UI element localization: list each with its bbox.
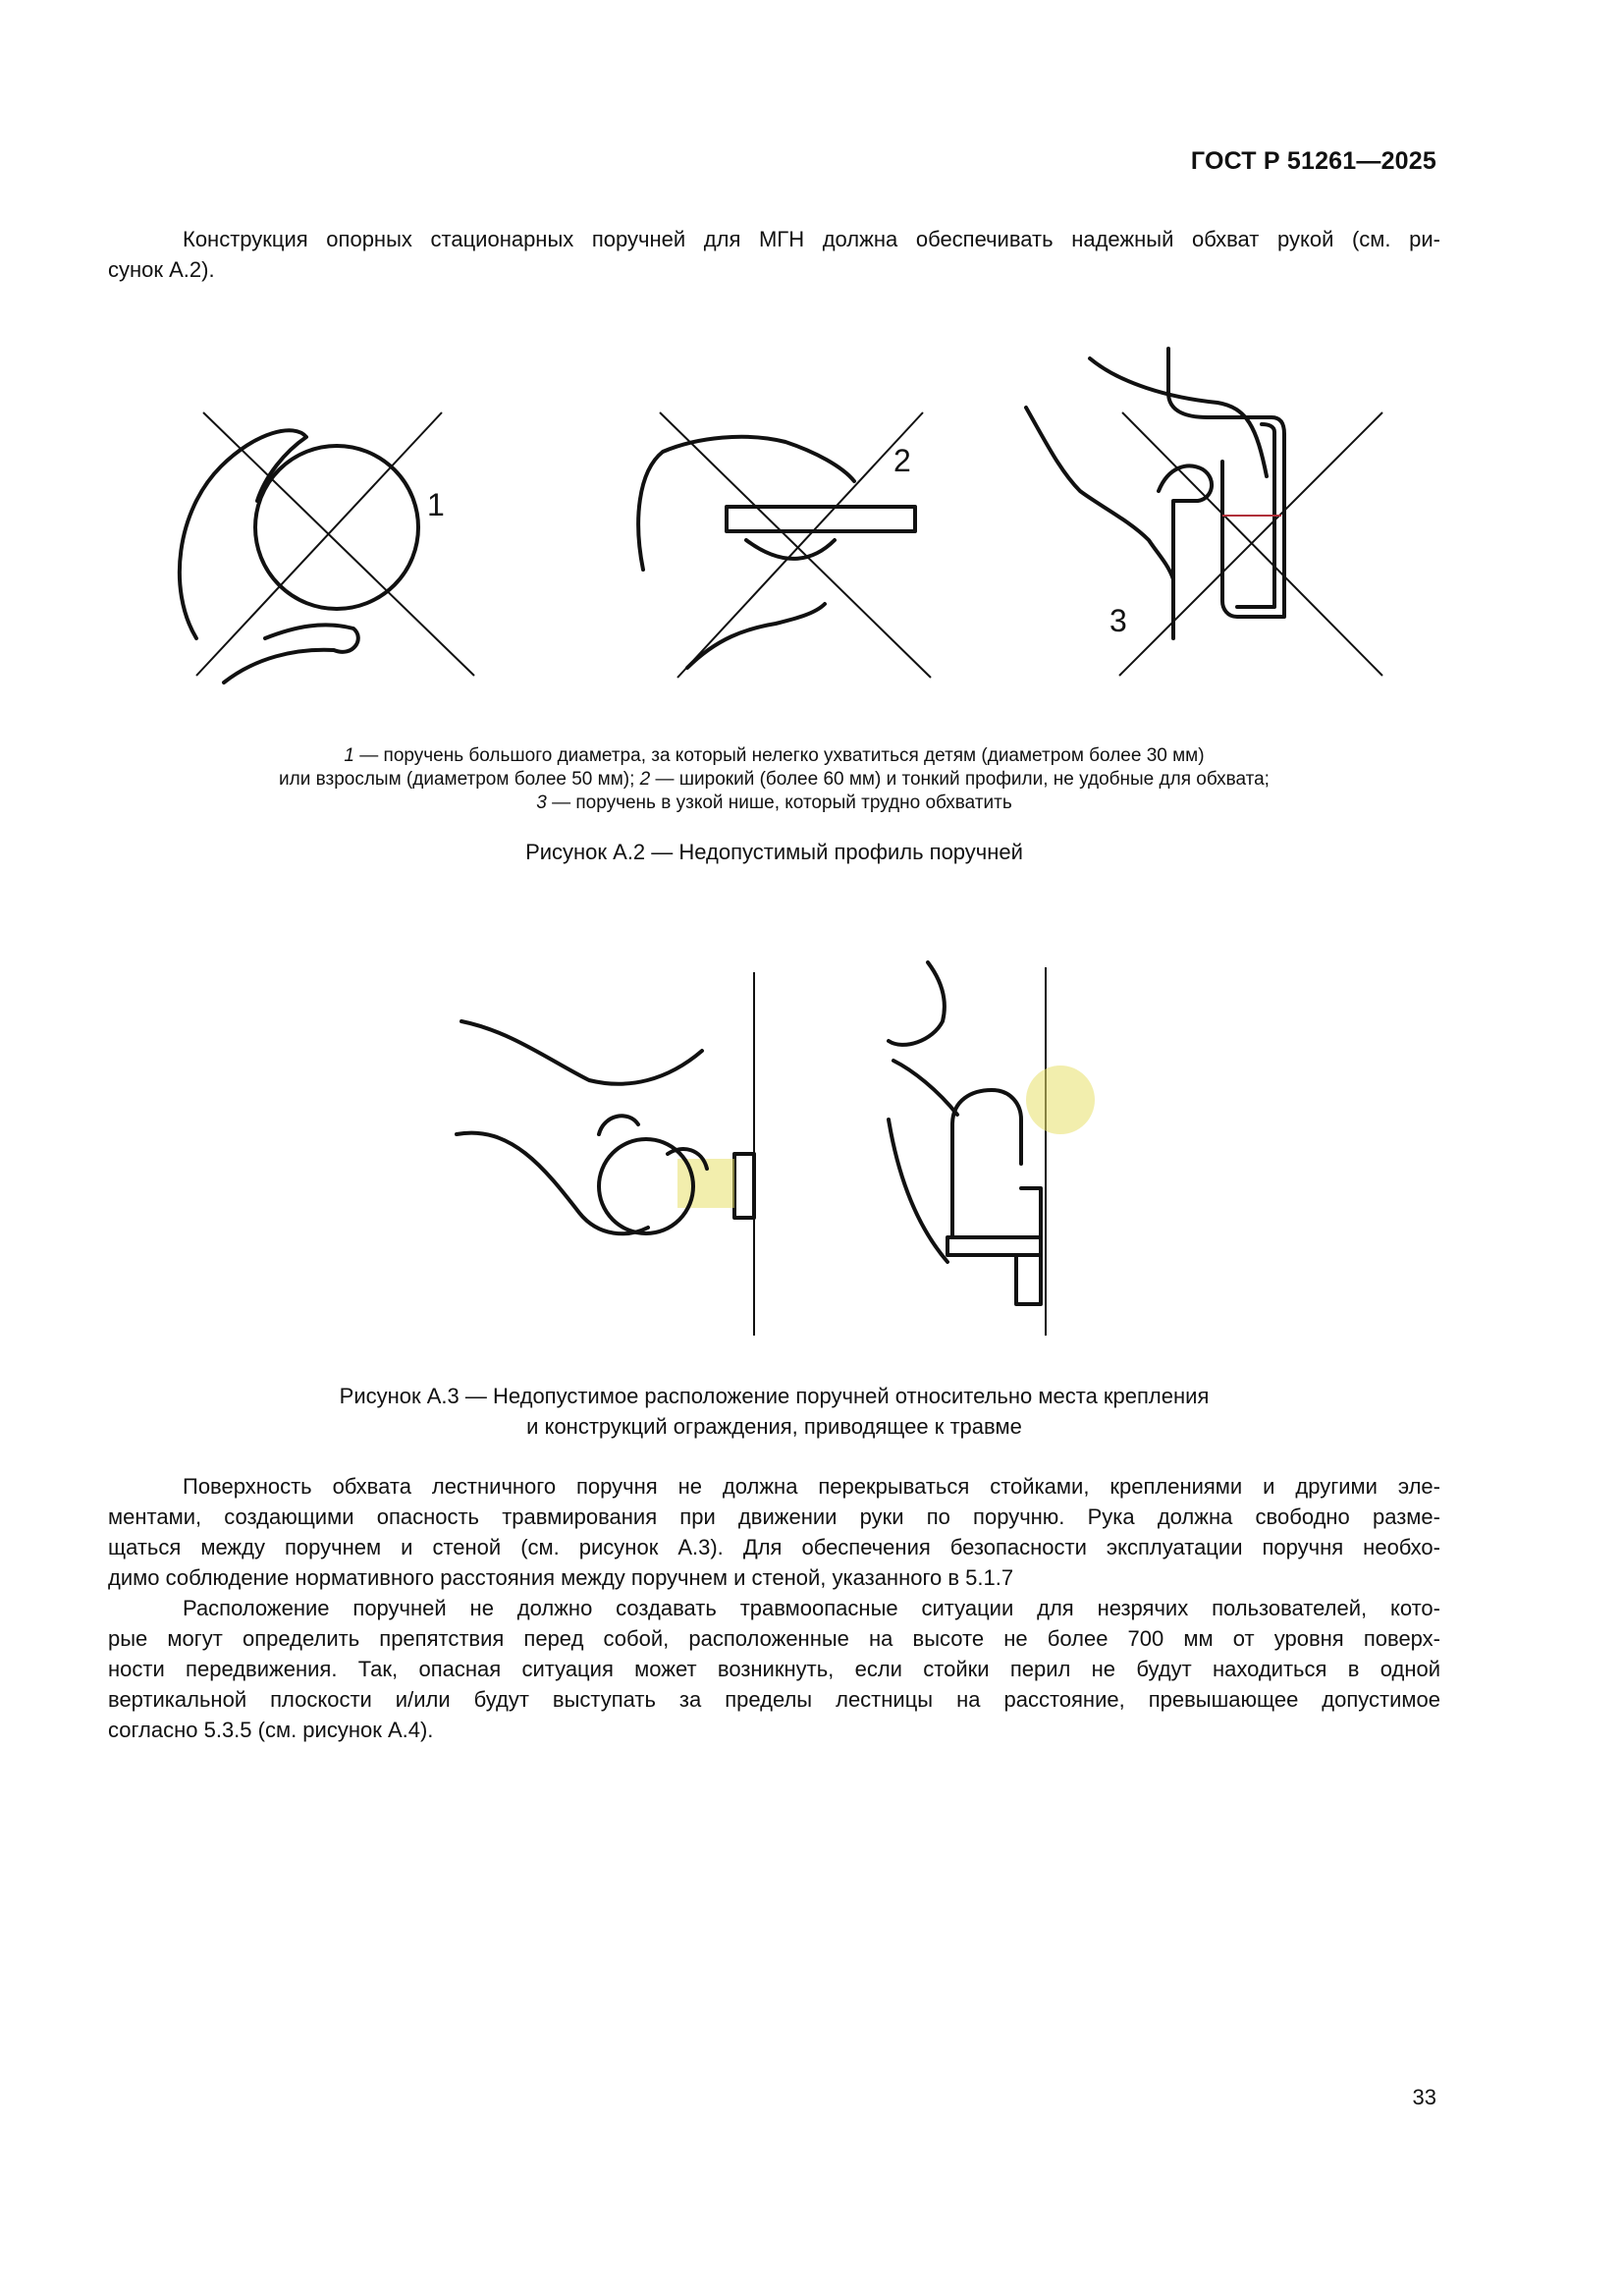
body-line: ментами, создающими опасность травмирования при движении руки по поручню. Рука должна свободно разме-: [108, 1504, 1440, 1529]
legend-line-3: 3 — поручень в узкой нише, который трудно обхватить: [536, 793, 1012, 813]
legend-line-1: 1 — поручень большого диаметра, за который нелегко ухватиться детям (диаметром более 30 мм): [344, 745, 1205, 766]
label-3: 3: [1109, 603, 1127, 638]
label-2: 2: [893, 443, 911, 478]
panel-wide-thin-profile: [638, 412, 931, 678]
body-paragraph-2: [108, 1593, 1440, 1745]
panel-rail-niche-injury: [889, 962, 1095, 1336]
panel-rail-bracket-injury: [457, 972, 754, 1336]
body-line: вертикальной плоскости и/или будут выступать за пределы лестницы на расстояние, превышающее допустимое: [108, 1687, 1440, 1712]
body-line: Расположение поручней не должно создавать травмоопасные ситуации для незрячих пользователей, кото-: [183, 1596, 1440, 1620]
document-header: ГОСТ Р 51261—2025: [1190, 147, 1436, 175]
intro-line: сунок А.2).: [108, 257, 215, 282]
body-line: согласно 5.3.5 (см. рисунок А.4).: [108, 1718, 434, 1742]
legend-line-2: или взрослым (диаметром более 50 мм); 2 — широкий (более 60 мм) и тонкий профили, не удобные для обхвата;: [279, 769, 1270, 790]
figure-a2-legend: [108, 744, 1440, 815]
intro-line: Конструкция опорных стационарных поручней для МГН должна обеспечивать надежный обхват рукой (см. ри-: [183, 227, 1440, 251]
label-1: 1: [427, 487, 445, 522]
legend-num-2: 2: [639, 769, 651, 790]
legend-num-1: 1: [344, 745, 354, 766]
body-line: ности передвижения. Так, опасная ситуация может возникнуть, если стойки перил не будут находиться в одной: [108, 1657, 1440, 1681]
body-line: рые могут определить препятствия перед собой, расположенные на высоте не более 700 мм от уровня поверх-: [108, 1626, 1440, 1651]
intro-paragraph: [108, 224, 1440, 285]
page-number: 33: [1412, 2085, 1436, 2109]
figure-a3-illustration: [0, 943, 1623, 1336]
body-paragraph-1: [108, 1471, 1440, 1593]
panel-large-diameter-rail: [180, 412, 474, 683]
body-line: Поверхность обхвата лестничного поручня не должна перекрываться стойками, креплениями и другими эле-: [183, 1474, 1440, 1499]
legend-num-3: 3: [536, 793, 547, 813]
panel-narrow-niche-rail: [1026, 349, 1382, 676]
figure-a3-title-line: Рисунок А.3 — Недопустимое расположение поручней относительно места крепления: [339, 1384, 1210, 1408]
body-line: димо соблюдение нормативного расстояния между поручнем и стеной, указанного в 5.1.7: [108, 1565, 1014, 1590]
figure-a3-title: [108, 1381, 1440, 1442]
figure-a2-title: Рисунок А.2 — Недопустимый профиль поручней: [525, 840, 1023, 864]
figure-a3-title-line: и конструкций ограждения, приводящее к травме: [526, 1414, 1022, 1439]
body-line: щаться между поручнем и стеной (см. рисунок А.3). Для обеспечения безопасности эксплуатации поручня необхо-: [108, 1535, 1440, 1559]
figure-a2-illustration: [0, 344, 1623, 697]
